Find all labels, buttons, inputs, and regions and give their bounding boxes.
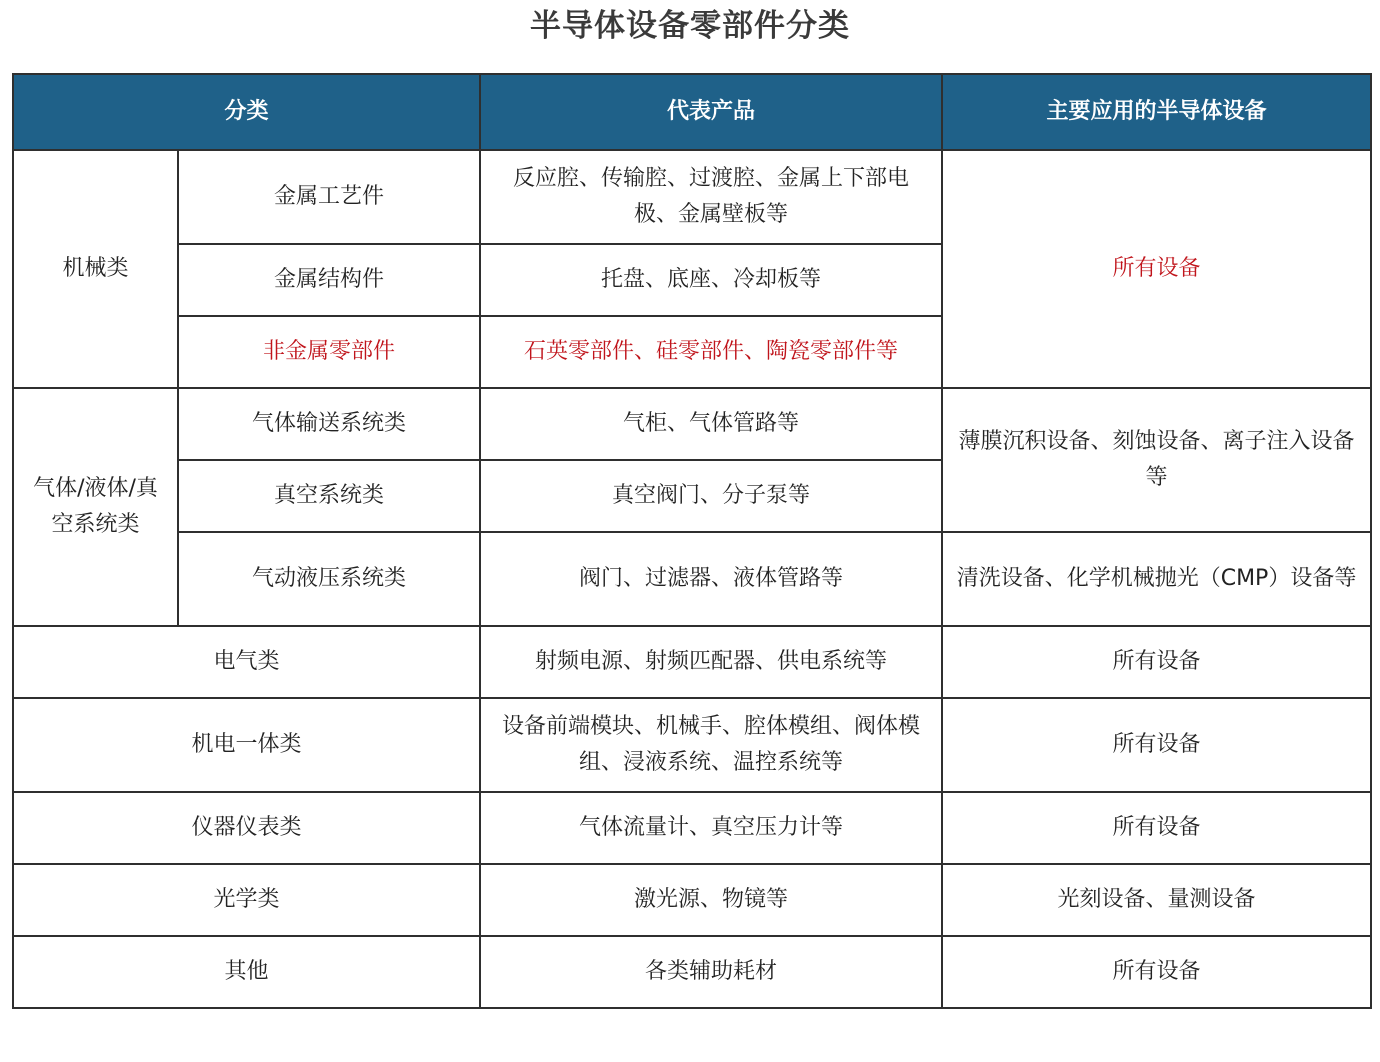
category-cell: 电气类 <box>13 626 480 698</box>
table-row <box>13 864 1371 936</box>
page-title: 半导体设备零部件分类 <box>530 8 850 44</box>
products-cell: 激光源、物镜等 <box>480 864 942 936</box>
products-cell: 射频电源、射频匹配器、供电系统等 <box>480 626 942 698</box>
products-cell: 设备前端模块、机械手、腔体模组、阀体模组、浸液系统、温控系统等 <box>480 698 942 792</box>
table-row <box>13 936 1371 1008</box>
products-cell-highlight: 石英零部件、硅零部件、陶瓷零部件等 <box>480 316 942 388</box>
equipment-cell: 光刻设备、量测设备 <box>942 864 1371 936</box>
table-row <box>13 626 1371 698</box>
equipment-cell: 所有设备 <box>942 936 1371 1008</box>
equipment-cell-mechanical: 所有设备 <box>942 150 1371 388</box>
products-cell: 各类辅助耗材 <box>480 936 942 1008</box>
table-row <box>13 388 1371 460</box>
table-row <box>13 792 1371 864</box>
subcategory-cell-highlight: 非金属零部件 <box>178 316 480 388</box>
header-category: 分类 <box>13 74 480 150</box>
subcategory-cell: 金属工艺件 <box>178 150 480 244</box>
subcategory-cell: 真空系统类 <box>178 460 480 532</box>
equipment-cell: 所有设备 <box>942 626 1371 698</box>
table-row <box>13 532 1371 626</box>
category-cell: 其他 <box>13 936 480 1008</box>
subcategory-cell: 金属结构件 <box>178 244 480 316</box>
equipment-cell: 薄膜沉积设备、刻蚀设备、离子注入设备等 <box>942 388 1371 532</box>
group-label-mechanical: 机械类 <box>13 150 178 388</box>
header-equipment: 主要应用的半导体设备 <box>942 74 1371 150</box>
equipment-cell: 清洗设备、化学机械抛光（CMP）设备等 <box>942 532 1371 626</box>
header-products: 代表产品 <box>480 74 942 150</box>
table-row <box>13 150 1371 244</box>
products-cell: 阀门、过滤器、液体管路等 <box>480 532 942 626</box>
equipment-cell: 所有设备 <box>942 792 1371 864</box>
category-cell: 光学类 <box>13 864 480 936</box>
subcategory-cell: 气体输送系统类 <box>178 388 480 460</box>
products-cell: 反应腔、传输腔、过渡腔、金属上下部电极、金属壁板等 <box>480 150 942 244</box>
products-cell: 气柜、气体管路等 <box>480 388 942 460</box>
products-cell: 真空阀门、分子泵等 <box>480 460 942 532</box>
products-cell: 托盘、底座、冷却板等 <box>480 244 942 316</box>
products-cell: 气体流量计、真空压力计等 <box>480 792 942 864</box>
category-cell: 仪器仪表类 <box>13 792 480 864</box>
table-row <box>13 698 1371 792</box>
subcategory-cell: 气动液压系统类 <box>178 532 480 626</box>
category-cell: 机电一体类 <box>13 698 480 792</box>
group-label-gas-liquid-vacuum: 气体/液体/真空系统类 <box>13 388 178 626</box>
parts-classification-table <box>12 73 1372 1009</box>
table-header-row <box>13 74 1371 150</box>
equipment-cell: 所有设备 <box>942 698 1371 792</box>
